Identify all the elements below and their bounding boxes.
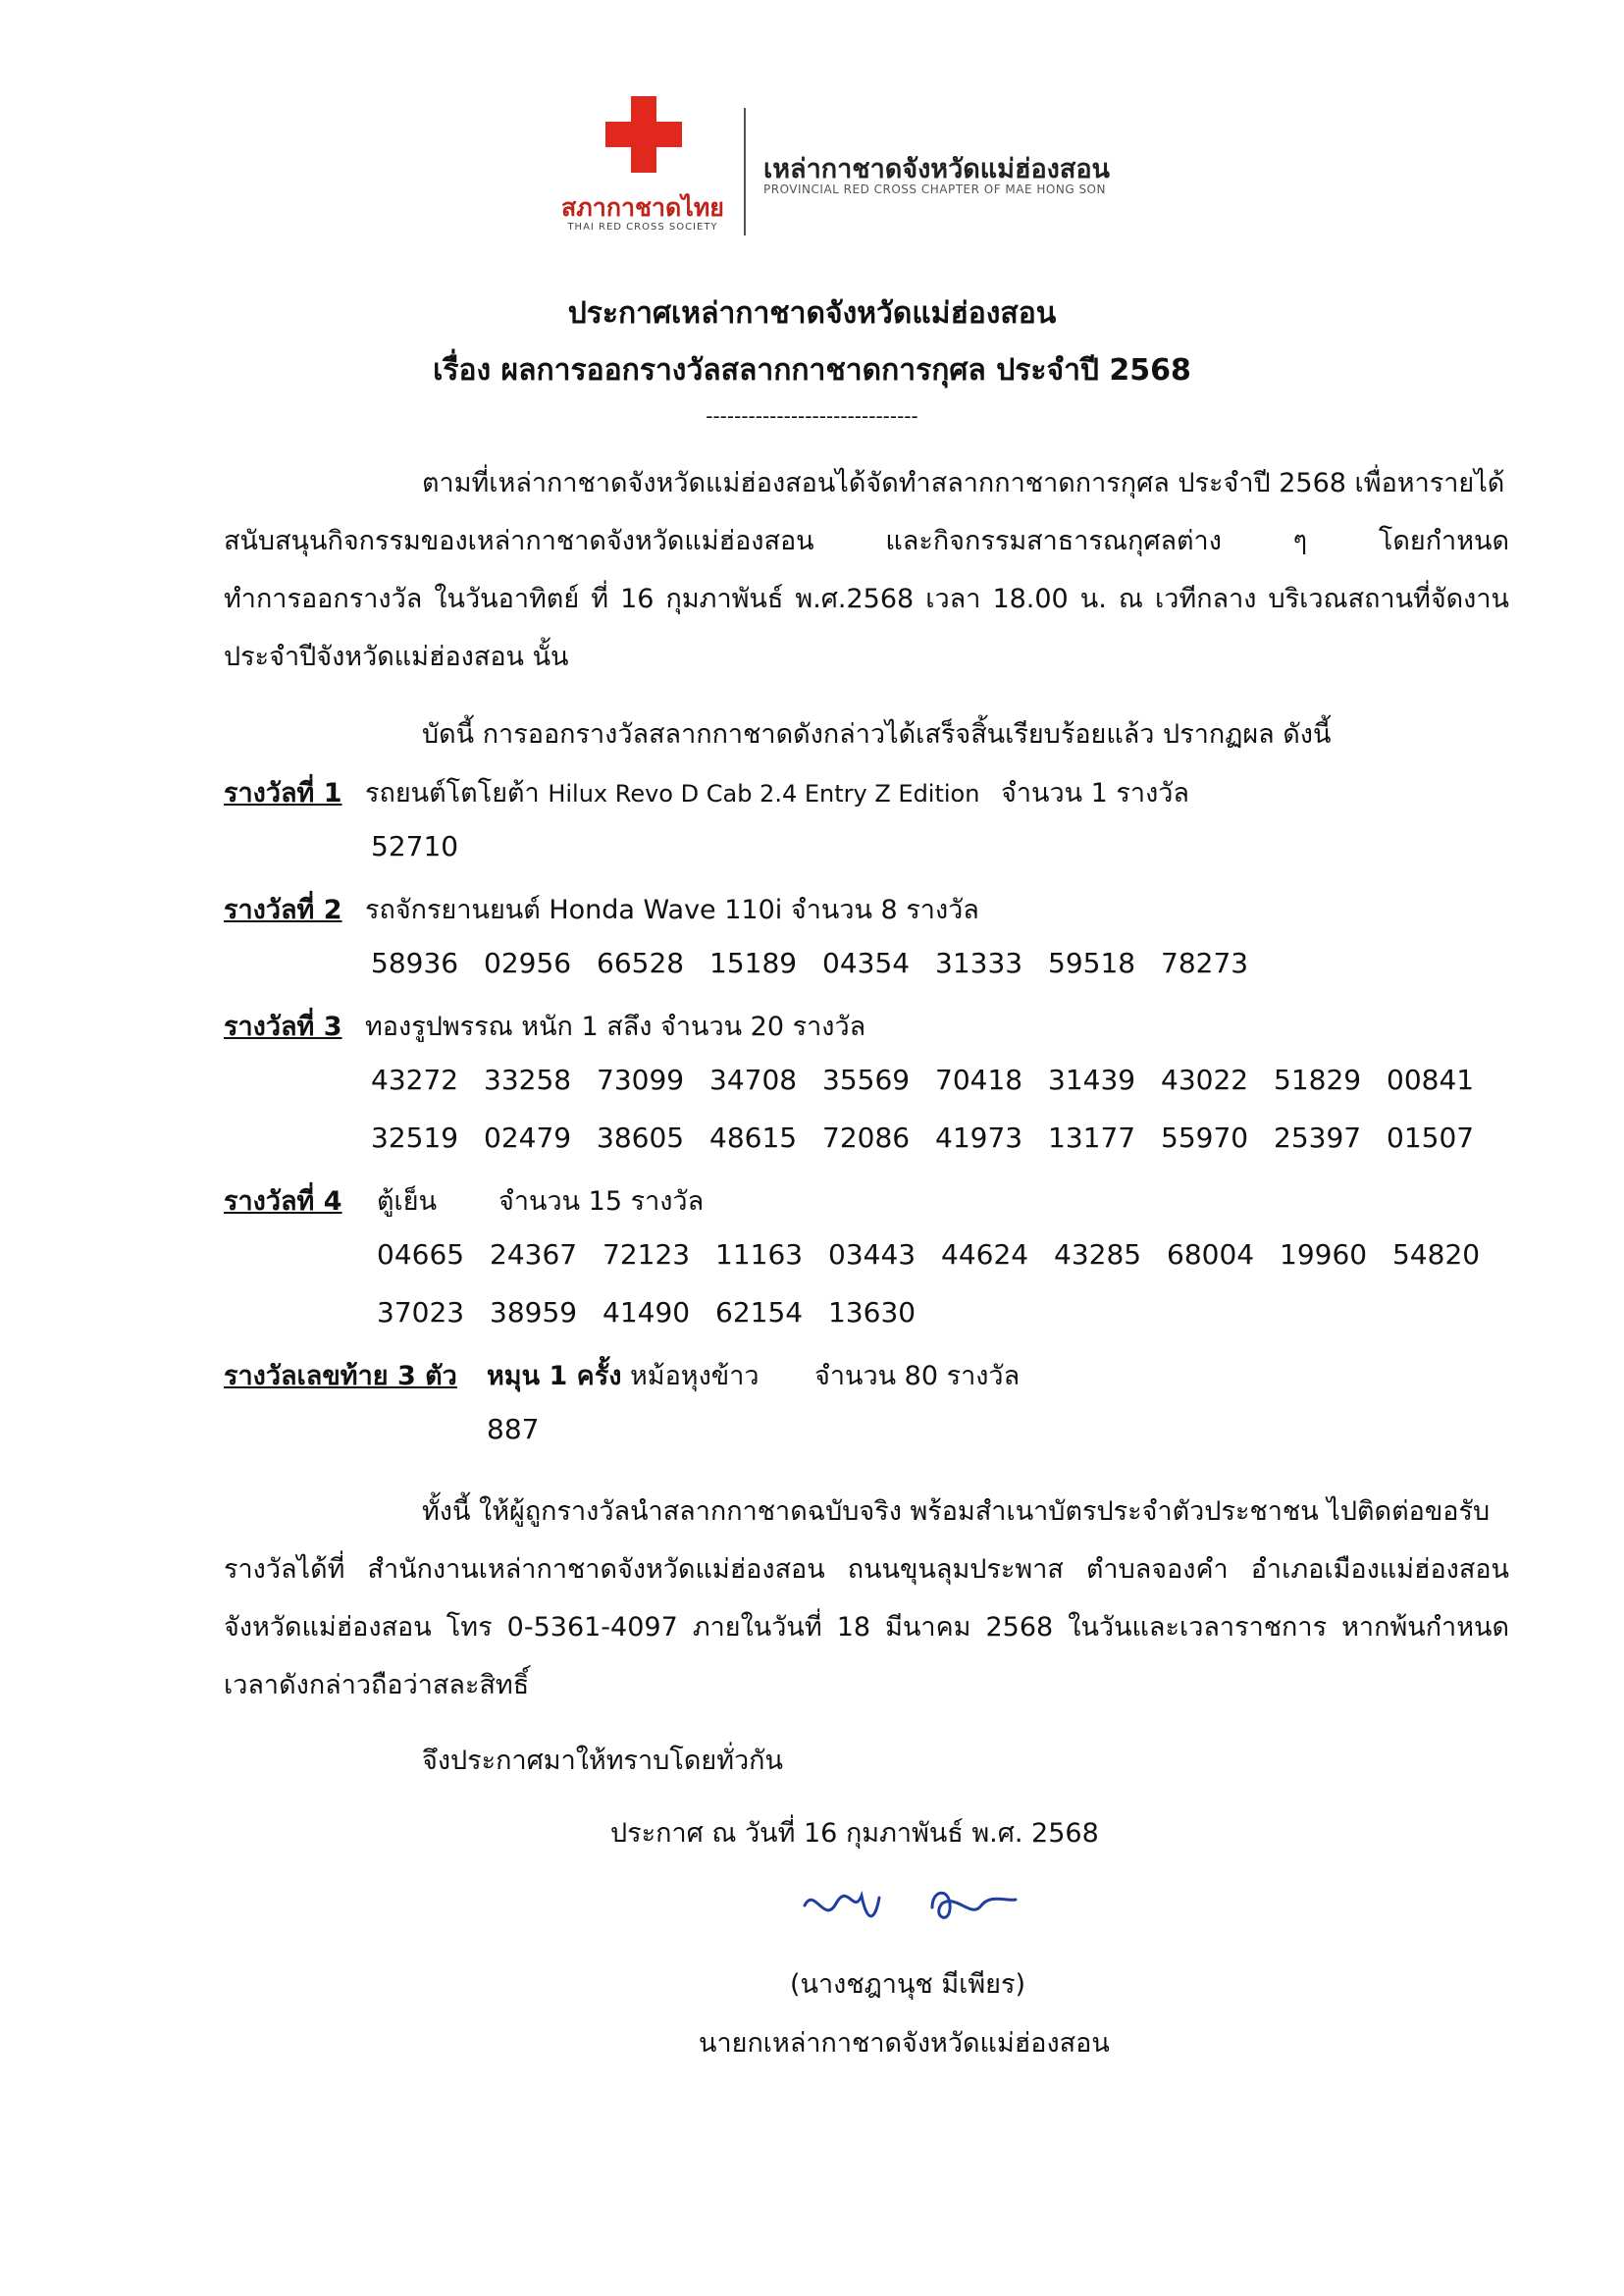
prize-number: 78273: [1161, 947, 1249, 979]
closing-line: จึงประกาศมาให้ทราบโดยทั่วกัน: [422, 1746, 783, 1776]
prize-number: 43285: [1054, 1238, 1142, 1271]
header-divider: [744, 108, 746, 235]
prize-number: 55970: [1161, 1122, 1249, 1154]
prize-last3-description: [487, 1354, 760, 1396]
prize-3-item: ทองรูปพรรณ หนัก 1 สลึง: [365, 1012, 653, 1042]
prize-number: 04354: [822, 947, 911, 979]
claim-line-3: จังหวัดแม่ฮ่องสอน โทร 0-5361-4097 ภายในวันที่ 18 มีนาคม 2568 ในวันและเวลาราชการ หากพ้นกำหนด: [224, 1612, 1509, 1643]
prize-number: 68004: [1167, 1238, 1255, 1271]
logo-thai-text: สภากาชาดไทย: [561, 193, 724, 222]
prize-1-item: รถยนต์โตโยต้า: [365, 778, 540, 809]
prize-number: 51829: [1274, 1064, 1362, 1096]
prize-number: 38605: [597, 1122, 685, 1154]
prize-1-numbers: [371, 830, 484, 862]
results-announcement: บัดนี้ การออกรางวัลสลากกาชาดดังกล่าวได้เสร็จสิ้นเรียบร้อยแล้ว ปรากฏผล ดังนี้: [422, 719, 1332, 750]
prize-2-description: [365, 888, 979, 930]
prize-number: 62154: [715, 1296, 804, 1329]
org-name-thai: เหล่ากาชาดจังหวัดแม่ฮ่องสอน: [763, 154, 1110, 184]
prize-number: 00841: [1387, 1064, 1475, 1096]
announcement-title: ประกาศเหล่ากาชาดจังหวัดแม่ฮ่องสอน: [567, 296, 1057, 331]
prize-number: 43022: [1161, 1064, 1249, 1096]
prize-1-model: Hilux Revo D Cab 2.4 Entry Z Edition: [548, 780, 980, 808]
prize-number: 03443: [828, 1238, 917, 1271]
prize-number: 33258: [484, 1064, 572, 1096]
thai-red-cross-logo: [530, 90, 756, 237]
prize-number: 13630: [828, 1296, 917, 1329]
prize-4-label: รางวัลที่ 4: [224, 1186, 342, 1217]
prize-4-numbers-row-2: [377, 1296, 941, 1329]
prize-number: 44624: [941, 1238, 1029, 1271]
claim-line-1: ทั้งนี้ ให้ผู้ถูกรางวัลนำสลากกาชาดฉบับจริง พร้อมสำเนาบัตรประจำตัวประชาชน ไปติดต่อขอรับ: [422, 1496, 1491, 1527]
prize-4-count: จำนวน 15 รางวัล: [498, 1186, 705, 1217]
prize-3-description: [365, 1005, 865, 1047]
prize-number: 59518: [1048, 947, 1136, 979]
signer-name: (นางชฎานุช มีเพียร): [790, 1969, 1025, 2000]
prize-number: 01507: [1387, 1122, 1475, 1154]
prize-number: 72086: [822, 1122, 911, 1154]
prize-1-label: รางวัลที่ 1: [224, 778, 342, 809]
prize-last3-item: หม้อหุงข้าว: [629, 1361, 760, 1391]
prize-number: 43272: [371, 1064, 459, 1096]
prize-number: 02479: [484, 1122, 572, 1154]
prize-number: 41490: [602, 1296, 691, 1329]
claim-line-2: รางวัลได้ที่ สำนักงานเหล่ากาชาดจังหวัดแม่ฮ่องสอน ถนนขุนลุมประพาส ตำบลจองคำ อำเภอเมืองแม่ฮ่องสอน: [224, 1554, 1509, 1585]
prize-number: 52710: [371, 830, 459, 862]
prize-2-label: รางวัลที่ 2: [224, 895, 342, 925]
title-divider: ------------------------------: [706, 404, 918, 428]
org-name-english: PROVINCIAL RED CROSS CHAPTER OF MAE HONG SON: [763, 183, 1106, 196]
prize-last3-label: รางวัลเลขท้าย 3 ตัว: [224, 1361, 457, 1391]
announcement-date: ประกาศ ณ วันที่ 16 กุมภาพันธ์ พ.ศ. 2568: [610, 1818, 1099, 1849]
prize-last3-spin: หมุน 1 ครั้ง: [487, 1361, 622, 1391]
signer-position: นายกเหล่ากาชาดจังหวัดแม่ฮ่องสอน: [699, 2028, 1110, 2059]
prize-number: 25397: [1274, 1122, 1362, 1154]
prize-number: 31439: [1048, 1064, 1136, 1096]
prize-number: 37023: [377, 1296, 465, 1329]
prize-number: 11163: [715, 1238, 804, 1271]
prize-number: 70418: [935, 1064, 1023, 1096]
prize-4-item: ตู้เย็น: [377, 1186, 438, 1217]
prize-2-item: รถจักรยานยนต์ Honda Wave 110i: [365, 895, 783, 925]
prize-number: 887: [487, 1413, 540, 1445]
prize-number: 58936: [371, 947, 459, 979]
prize-number: 35569: [822, 1064, 911, 1096]
claim-line-4: เวลาดังกล่าวถือว่าสละสิทธิ์: [224, 1670, 530, 1700]
prize-2-numbers: [371, 947, 1274, 979]
prize-number: 72123: [602, 1238, 691, 1271]
logo-english-text: THAI RED CROSS SOCIETY: [567, 222, 718, 233]
prize-number: 73099: [597, 1064, 685, 1096]
prize-number: 04665: [377, 1238, 465, 1271]
prize-number: 38959: [490, 1296, 578, 1329]
prize-1-description: [365, 771, 979, 813]
prize-1-count: จำนวน 1 รางวัล: [1001, 778, 1189, 809]
prize-number: 24367: [490, 1238, 578, 1271]
intro-line-2: สนับสนุนกิจกรรมของเหล่ากาชาดจังหวัดแม่ฮ่องสอน และกิจกรรมสาธารณกุศลต่าง ๆ โดยกำหนด: [224, 526, 1509, 556]
prize-3-label: รางวัลที่ 3: [224, 1012, 342, 1042]
prize-last3-numbers: [487, 1413, 600, 1445]
prize-3-numbers-row-2: [371, 1122, 1499, 1154]
prize-number: 02956: [484, 947, 572, 979]
handwritten-signature: [785, 1876, 1040, 1945]
prize-number: 19960: [1280, 1238, 1368, 1271]
prize-number: 31333: [935, 947, 1023, 979]
prize-number: 41973: [935, 1122, 1023, 1154]
prize-number: 48615: [709, 1122, 798, 1154]
prize-2-count: จำนวน 8 รางวัล: [790, 895, 979, 925]
prize-3-numbers-row-1: [371, 1064, 1499, 1096]
announcement-subject: เรื่อง ผลการออกรางวัลสลากกาชาดการกุศล ประจำปี 2568: [433, 353, 1191, 388]
intro-line-3: ทำการออกรางวัล ในวันอาทิตย์ ที่ 16 กุมภาพันธ์ พ.ศ.2568 เวลา 18.00 น. ณ เวทีกลาง บริเวณสถานที่จัดงาน: [224, 584, 1509, 614]
prize-number: 32519: [371, 1122, 459, 1154]
prize-4-numbers-row-1: [377, 1238, 1505, 1271]
prize-number: 54820: [1392, 1238, 1481, 1271]
intro-line-1: ตามที่เหล่ากาชาดจังหวัดแม่ฮ่องสอนได้จัดทำสลากกาชาดการกุศล ประจำปี 2568 เพื่อหารายได้: [422, 468, 1505, 498]
intro-line-4: ประจำปีจังหวัดแม่ฮ่องสอน นั้น: [224, 642, 569, 672]
red-cross-icon: [605, 96, 682, 173]
prize-3-count: จำนวน 20 รางวัล: [660, 1012, 866, 1042]
prize-number: 15189: [709, 947, 798, 979]
prize-number: 13177: [1048, 1122, 1136, 1154]
prize-number: 34708: [709, 1064, 798, 1096]
prize-last3-count: จำนวน 80 รางวัล: [814, 1361, 1021, 1391]
prize-number: 66528: [597, 947, 685, 979]
